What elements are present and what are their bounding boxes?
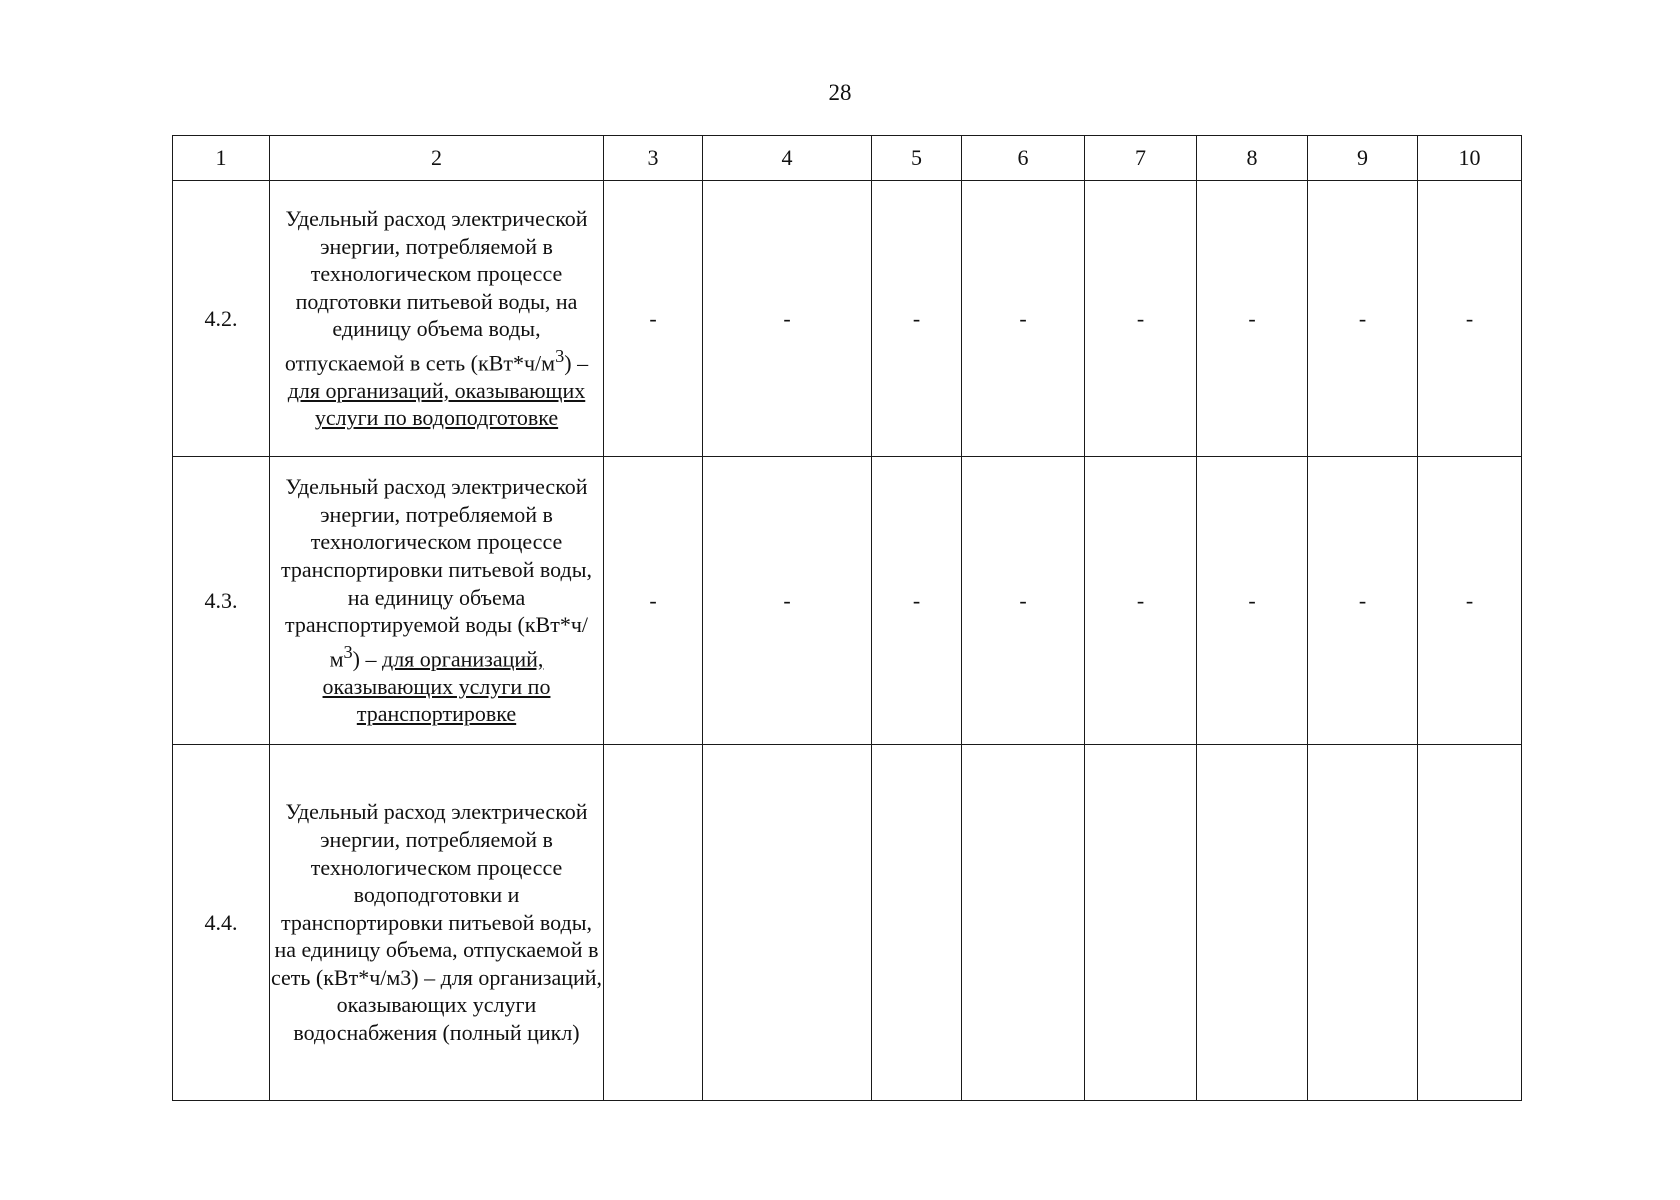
- value-cell: -: [1197, 181, 1308, 457]
- value-cell: [1308, 745, 1418, 1101]
- value-cell: -: [1418, 181, 1522, 457]
- value-cell: -: [1418, 457, 1522, 745]
- row-number: 4.3.: [173, 457, 270, 745]
- value-cell: -: [872, 181, 962, 457]
- row-description: [270, 181, 604, 457]
- value-cell: -: [1085, 181, 1197, 457]
- description-underlined: для организаций, оказывающих услуги по транспортировке: [322, 646, 551, 727]
- row-number: 4.4.: [173, 745, 270, 1101]
- column-header: 7: [1085, 136, 1197, 181]
- value-cell: [872, 745, 962, 1101]
- table-row: [173, 181, 1522, 457]
- value-cell: [1085, 745, 1197, 1101]
- value-cell: -: [1197, 457, 1308, 745]
- value-cell: [604, 745, 703, 1101]
- row-number: 4.2.: [173, 181, 270, 457]
- value-cell: -: [604, 181, 703, 457]
- column-header: 4: [703, 136, 872, 181]
- value-cell: -: [703, 457, 872, 745]
- column-header: 9: [1308, 136, 1418, 181]
- column-header: 10: [1418, 136, 1522, 181]
- value-cell: -: [962, 457, 1085, 745]
- description-underlined: для организаций, оказывающих услуги по водоподготовке: [287, 377, 586, 431]
- row-description: [270, 745, 604, 1101]
- value-cell: -: [1308, 181, 1418, 457]
- row-description: [270, 457, 604, 745]
- value-cell: -: [1085, 457, 1197, 745]
- value-cell: -: [1308, 457, 1418, 745]
- column-header: 2: [270, 136, 604, 181]
- description-text: Удельный расход электрической энергии, потребляемой в технологическом процессе подготовки питьевой воды, на единицу объема воды, отпускаемой в сеть (кВт*ч/м: [284, 205, 588, 376]
- column-header: 1: [173, 136, 270, 181]
- value-cell: -: [872, 457, 962, 745]
- value-cell: [1418, 745, 1522, 1101]
- page-number: 28: [828, 80, 852, 105]
- column-header: 6: [962, 136, 1085, 181]
- column-header: 5: [872, 136, 962, 181]
- column-header: 8: [1197, 136, 1308, 181]
- value-cell: [1197, 745, 1308, 1101]
- table-header-row: [173, 136, 1522, 181]
- value-cell: -: [962, 181, 1085, 457]
- indicators-table: [172, 135, 1522, 1101]
- description-text: ) –: [564, 350, 589, 376]
- superscript: 3: [343, 641, 353, 662]
- value-cell: -: [604, 457, 703, 745]
- description-text: Удельный расход электрической энергии, потребляемой в технологическом процессе водоподготовки и транспортировки питьевой воды, на единицу объема, отпускаемой в сеть (кВт*ч/м3) – для организаций, оказывающих услуги водоснабжения (полный цикл): [270, 799, 603, 1046]
- superscript: 3: [555, 345, 565, 366]
- table-row: [173, 457, 1522, 745]
- description-text: ) –: [352, 646, 382, 672]
- value-cell: [703, 745, 872, 1101]
- description-text: Удельный расход электрической энергии, потребляемой в технологическом процессе транспортировки питьевой воды, на единицу объема транспортируемой воды (кВт*ч/м: [281, 474, 592, 672]
- table-row: [173, 745, 1522, 1101]
- value-cell: -: [703, 181, 872, 457]
- value-cell: [962, 745, 1085, 1101]
- column-header: 3: [604, 136, 703, 181]
